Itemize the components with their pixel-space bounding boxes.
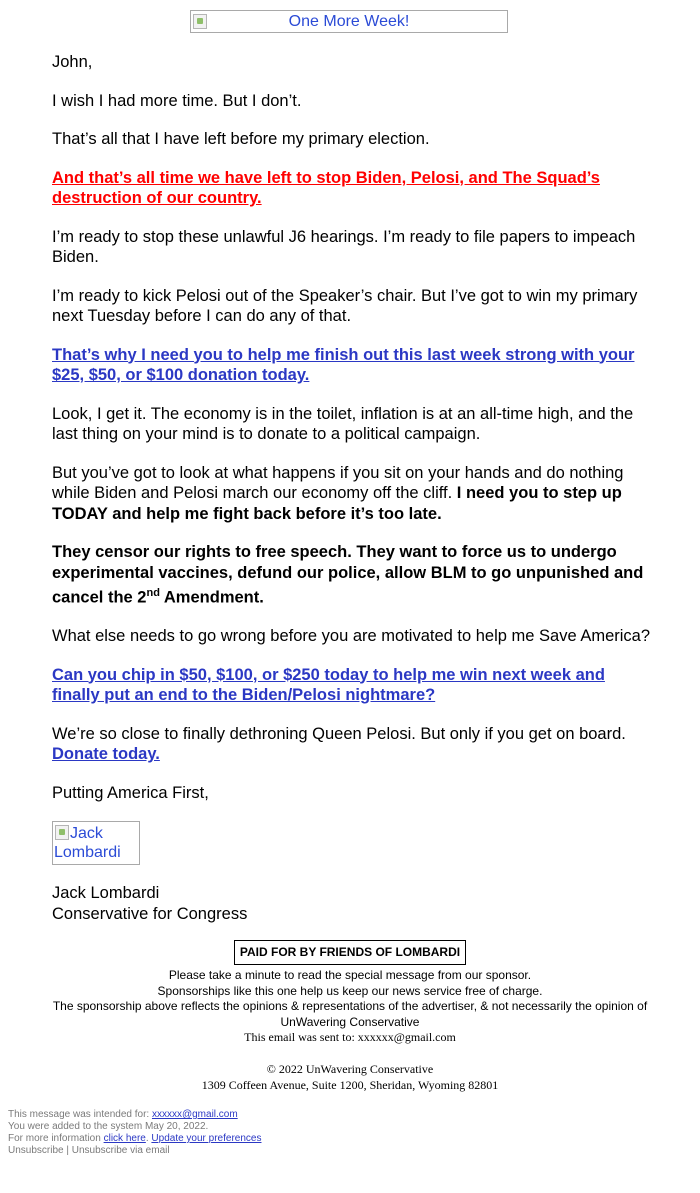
paragraph-4: I’m ready to stop these unlawful J6 hearings. I’m ready to file papers to impeach Biden. bbox=[52, 227, 636, 266]
paid-for-disclaimer: PAID FOR BY FRIENDS OF LOMBARDI bbox=[234, 940, 466, 965]
intended-line bbox=[8, 1109, 608, 1121]
postal-address: 1309 Coffeen Avenue, Suite 1200, Sheridan, Wyoming 82801 bbox=[201, 1077, 499, 1092]
paragraph-9 bbox=[52, 542, 652, 608]
paragraph-10: What else needs to go wrong before you are motivated to help me Save America? bbox=[52, 627, 651, 645]
added-line: You were added to the system May 20, 2022. bbox=[8, 1121, 209, 1132]
paragraph-7: Look, I get it. The economy is in the toilet, inflation is at an all-time high, and the last thing on your mind is to donate to a political campaign. bbox=[52, 404, 634, 443]
paragraph-8 bbox=[52, 463, 652, 525]
paragraph-3 bbox=[52, 168, 652, 209]
sender-title: Conservative for Congress bbox=[52, 904, 248, 923]
unsubscribe-link[interactable]: Unsubscribe bbox=[8, 1145, 64, 1156]
more-info-line: For more information click here. Update your preferences bbox=[8, 1133, 262, 1144]
update-preferences-link[interactable]: Update your preferences bbox=[151, 1133, 262, 1144]
sender-name: Jack Lombardi bbox=[52, 884, 160, 902]
click-here-link[interactable]: click here bbox=[103, 1133, 146, 1144]
unsubscribe-email-link[interactable]: Unsubscribe via email bbox=[71, 1145, 170, 1156]
email-body bbox=[52, 52, 652, 924]
signature-alt-text: Jack Lombardi bbox=[54, 825, 121, 861]
unsubscribe-line bbox=[8, 1145, 608, 1157]
paragraph-12-text: We’re so close to finally dethroning Queen Pelosi. But only if you get on board. bbox=[52, 724, 626, 743]
donate-today-link[interactable]: Donate today. bbox=[52, 745, 160, 763]
paragraph-6 bbox=[52, 345, 652, 386]
copyright: © 2022 UnWavering Conservative bbox=[266, 1062, 434, 1076]
banner-alt-text: One More Week! bbox=[288, 13, 410, 30]
signature-image bbox=[52, 821, 140, 865]
paragraph-11 bbox=[52, 665, 652, 706]
paragraph-9-text-a: They censor our rights to free speech. They want to force us to undergo experimental vaccines, defund our police, allow BLM to go unpunished and cancel the 2 bbox=[52, 543, 644, 607]
paragraph-2: That’s all that I have left before my primary election. bbox=[52, 130, 430, 148]
intended-label: This message was intended for: bbox=[8, 1109, 150, 1120]
sponsor-line-1: Please take a minute to read the special message from our sponsor. bbox=[168, 968, 532, 982]
paragraph-8-text: But you’ve got to look at what happens if you sit on your hands and do nothing while Biden and Pelosi march our economy off the cliff. bbox=[52, 463, 624, 502]
donation-link-2[interactable]: Can you chip in $50, $100, or $250 today to help me win next week and finally put an end to the Biden/Pelosi nightmare? bbox=[52, 665, 605, 704]
sponsor-line-2: Sponsorships like this one help us keep our news service free of charge. bbox=[157, 983, 543, 998]
legal-footer bbox=[8, 1109, 608, 1157]
paragraph-1: I wish I had more time. But I don’t. bbox=[52, 91, 302, 110]
paragraph-5: I’m ready to kick Pelosi out of the Speaker’s chair. But I’ve got to win my primary next Tuesday before I can do any of that. bbox=[52, 286, 638, 325]
signoff: Putting America First, bbox=[52, 783, 209, 802]
superscript-nd: nd bbox=[146, 587, 160, 599]
intended-email-link[interactable]: xxxxxx@gmail.com bbox=[151, 1109, 238, 1120]
sponsor-message bbox=[30, 968, 670, 1046]
paragraph-12 bbox=[52, 724, 652, 765]
header-banner-image[interactable] bbox=[190, 10, 508, 33]
sponsor-line-3: The sponsorship above reflects the opinions & representations of the advertiser, & not necessarily the opinion of UnWavering Conservative bbox=[52, 999, 648, 1029]
sent-to-line: This email was sent to: xxxxxx@gmail.com bbox=[244, 1030, 456, 1044]
separator: | bbox=[66, 1145, 69, 1156]
more-info-label: For more information bbox=[8, 1133, 101, 1144]
destruction-link[interactable]: And that’s all time we have left to stop Biden, Pelosi, and The Squad’s destruction of our country. bbox=[52, 168, 600, 207]
footer-address bbox=[100, 1062, 600, 1093]
donation-link-1[interactable]: That’s why I need you to help me finish out this last week strong with your $25, $50, or $100 donation today. bbox=[52, 345, 635, 384]
greeting: John, bbox=[52, 53, 93, 71]
paragraph-8-bold: I need you to step up TODAY and help me fight back before it’s too late. bbox=[52, 484, 622, 523]
paragraph-9-text-b: Amendment. bbox=[159, 588, 264, 607]
